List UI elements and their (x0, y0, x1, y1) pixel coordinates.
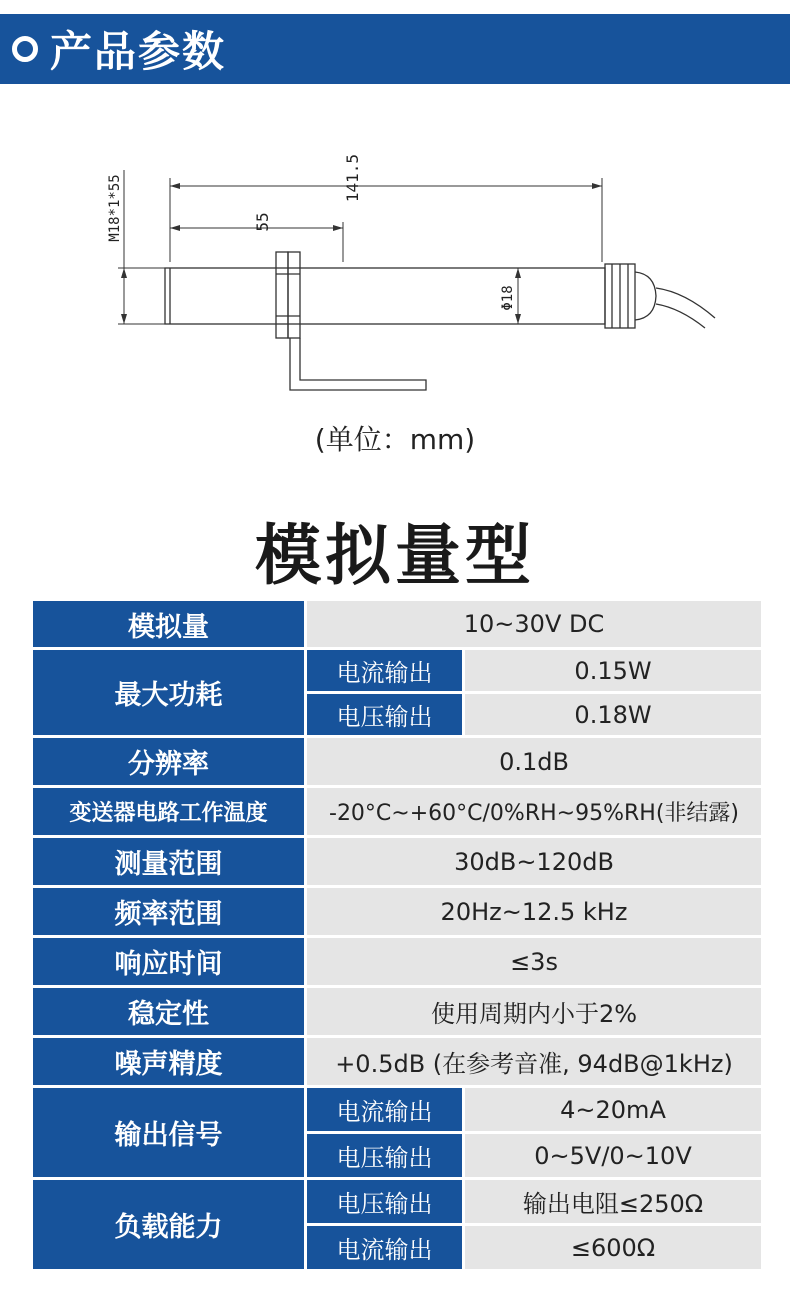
dim-thread-label: M18*1*55 (107, 174, 123, 242)
row-value: 0~5V/0~10V (464, 1133, 763, 1179)
row-value: 10~30V DC (306, 600, 763, 649)
dim-overall-label: 141.5 (343, 153, 362, 203)
row-label: 模拟量 (32, 600, 306, 649)
row-sub-label: 电压输出 (306, 1179, 464, 1225)
row-value: ≤3s (306, 937, 763, 987)
row-label: 变送器电路工作温度 (32, 787, 306, 837)
row-label: 噪声精度 (32, 1037, 306, 1087)
row-value: 20Hz~12.5 kHz (306, 887, 763, 937)
row-value: -20°C~+60°C/0%RH~95%RH(非结露) (306, 787, 763, 837)
circle-icon (12, 36, 38, 62)
row-label: 负载能力 (32, 1179, 306, 1271)
spec-row-response-time (32, 937, 763, 987)
section-title: 模拟量型 (255, 517, 535, 594)
row-value: ≤600Ω (464, 1225, 763, 1271)
spec-row-output-signal (32, 1087, 763, 1133)
spec-row-analog (32, 600, 763, 649)
header-title: 产品参数 (50, 27, 227, 76)
row-label: 输出信号 (32, 1087, 306, 1179)
row-sub-label: 电压输出 (306, 693, 464, 737)
row-label: 稳定性 (32, 987, 306, 1037)
dim-diameter-label: Φ18 (500, 285, 516, 311)
row-sub-label: 电流输出 (306, 1225, 464, 1271)
spec-row-frequency-range (32, 887, 763, 937)
spec-row-noise-accuracy (32, 1037, 763, 1087)
row-sub-label: 电流输出 (306, 649, 464, 693)
row-value: 0.15W (464, 649, 763, 693)
dim-thread-length-label: 55 (253, 212, 272, 232)
spec-row-measure-range (32, 837, 763, 887)
spec-table (30, 598, 764, 1272)
row-label: 频率范围 (32, 887, 306, 937)
row-label: 响应时间 (32, 937, 306, 987)
spec-row-temperature (32, 787, 763, 837)
row-value: 0.1dB (306, 737, 763, 787)
spec-row-stability (32, 987, 763, 1037)
section-header (0, 14, 790, 84)
row-sub-label: 电流输出 (306, 1087, 464, 1133)
row-label: 测量范围 (32, 837, 306, 887)
spec-row-load-capacity (32, 1179, 763, 1225)
unit-caption: (单位：mm) (314, 423, 476, 456)
row-value: 0.18W (464, 693, 763, 737)
row-value: 输出电阻≤250Ω (464, 1179, 763, 1225)
row-label: 分辨率 (32, 737, 306, 787)
row-value: 使用周期内小于2% (306, 987, 763, 1037)
row-sub-label: 电压输出 (306, 1133, 464, 1179)
sensor-body (165, 268, 605, 324)
spec-row-resolution (32, 737, 763, 787)
row-value: +0.5dB (在参考音准, 94dB@1kHz) (306, 1037, 763, 1087)
spec-row-max-power (32, 649, 763, 693)
row-label: 最大功耗 (32, 649, 306, 737)
sensor-dimension-drawing (90, 150, 730, 400)
row-value: 4~20mA (464, 1087, 763, 1133)
row-value: 30dB~120dB (306, 837, 763, 887)
